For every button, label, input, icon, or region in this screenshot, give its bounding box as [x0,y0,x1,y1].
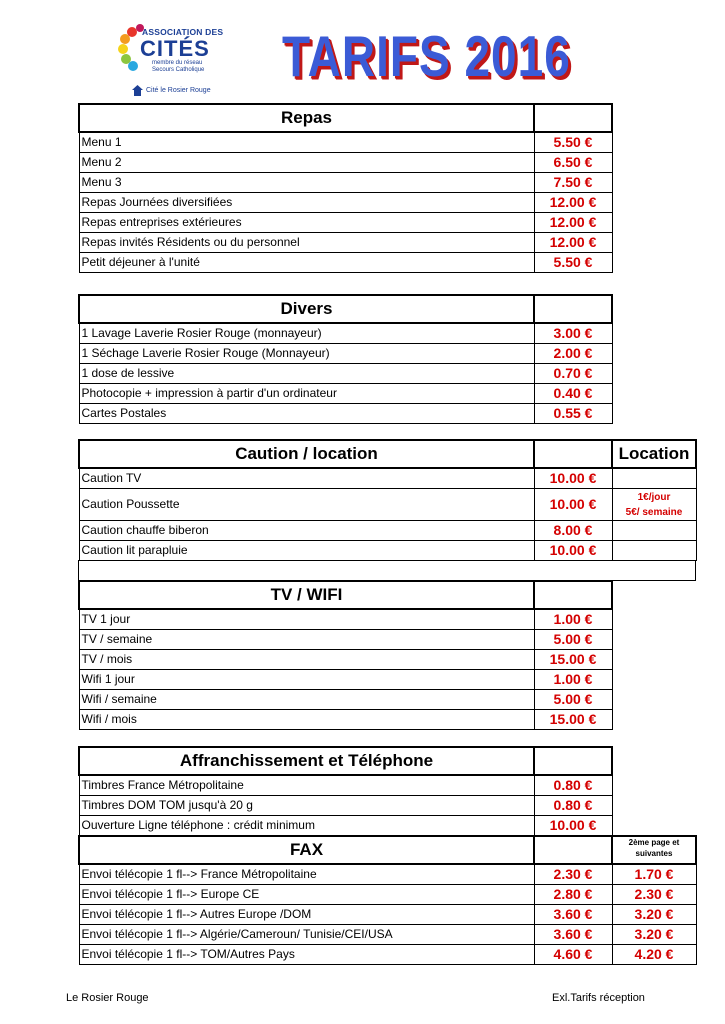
row-price: 5.50 € [534,253,612,273]
row-label: 1 Lavage Laverie Rosier Rouge (monnayeur) [79,323,534,344]
row-price: 3.00 € [534,323,612,344]
row-label: TV / mois [79,650,534,670]
logo-reseau [152,60,204,74]
row-price: 8.00 € [534,521,612,541]
row-label: Menu 1 [79,132,534,153]
row-label: TV 1 jour [79,609,534,630]
row-price: 10.00 € [534,468,612,489]
row-price: 4.60 € [534,945,612,965]
table-row [79,670,612,690]
row-price: 0.70 € [534,364,612,384]
table-row [79,690,612,710]
location-week: 5€/ semaine [625,506,683,518]
row-price: 1.00 € [534,670,612,690]
footer-right: Exl.Tarifs réception [552,992,645,1004]
row-label: Caution TV [79,468,534,489]
row-price: 0.40 € [534,384,612,404]
row-label: Envoi télécopie 1 fl--> TOM/Autres Pays [79,945,534,965]
row-label: Petit déjeuner à l'unité [79,253,534,273]
header-empty [534,295,612,323]
table-row [79,864,696,885]
table-row [79,364,612,384]
row-location [612,521,696,541]
table-header [79,581,612,609]
row-price: 10.00 € [534,541,612,561]
table-row [79,323,612,344]
table-row [79,816,696,837]
table-row [79,173,612,193]
row-price: 6.50 € [534,153,612,173]
table-row [79,233,612,253]
table-row [79,521,696,541]
row-label: Wifi / mois [79,710,534,730]
row-label: Caution Poussette [79,489,534,521]
row-blank [612,816,696,837]
table-row [79,404,612,424]
row-price: 12.00 € [534,193,612,213]
table-row [79,775,696,796]
table-row [79,213,612,233]
row-blank [612,796,696,816]
row-blank [612,775,696,796]
table-row [79,344,612,364]
table-row [79,489,696,521]
row-next-price: 3.20 € [612,905,696,925]
fax-header: FAX [79,836,534,864]
spacer-row [78,560,696,581]
header-empty [534,581,612,609]
table-row [79,650,612,670]
header-empty [534,104,612,132]
header-blank [612,747,696,775]
location-header: Location [612,440,696,468]
header-empty [534,836,612,864]
row-price: 0.55 € [534,404,612,424]
row-label: Envoi télécopie 1 fl--> Europe CE [79,885,534,905]
row-label: Caution chauffe biberon [79,521,534,541]
table-header [79,747,696,775]
row-label: TV / semaine [79,630,534,650]
row-label: Wifi 1 jour [79,670,534,690]
table-row [79,541,696,561]
logo-reseau-line1: membre du réseau [152,60,203,66]
row-label: Envoi télécopie 1 fl--> France Métropolitaine [79,864,534,885]
divers-header: Divers [79,295,534,323]
row-next-price: 3.20 € [612,925,696,945]
row-label: Envoi télécopie 1 fl--> Autres Europe /DOM [79,905,534,925]
row-label: Menu 3 [79,173,534,193]
row-label: Caution lit parapluie [79,541,534,561]
table-row [79,885,696,905]
table-header [79,295,612,323]
row-label: Photocopie + impression à partir d'un ordinateur [79,384,534,404]
row-price: 5.00 € [534,690,612,710]
table-row [79,468,696,489]
repas-table [78,103,613,273]
row-label: Menu 2 [79,153,534,173]
tv-header: TV / WIFI [79,581,534,609]
divers-table [78,294,613,424]
row-price: 15.00 € [534,650,612,670]
logo-association: ASSOCIATION DES [142,27,224,37]
location-day: 1€/jour [637,491,671,503]
row-price: 12.00 € [534,213,612,233]
table-row [79,796,696,816]
row-price: 10.00 € [534,489,612,521]
affranchissement-table [78,746,697,965]
table-row [79,153,612,173]
row-label: Timbres France Métropolitaine [79,775,534,796]
row-price: 5.50 € [534,132,612,153]
row-price: 0.80 € [534,775,612,796]
table-row [79,384,612,404]
row-price: 15.00 € [534,710,612,730]
row-price: 2.80 € [534,885,612,905]
table-header [79,440,696,468]
row-next-price: 2.30 € [612,885,696,905]
house-icon [132,85,143,96]
row-price: 5.00 € [534,630,612,650]
header-empty [534,440,612,468]
row-price: 12.00 € [534,233,612,253]
row-label: Repas invités Résidents ou du personnel [79,233,534,253]
row-location [612,468,696,489]
repas-header: Repas [79,104,534,132]
tv-wifi-table [78,580,613,730]
table-row [79,905,696,925]
row-next-price: 1.70 € [612,864,696,885]
table-row [79,253,612,273]
table-row [79,193,612,213]
table-row [79,925,696,945]
row-price: 3.60 € [534,905,612,925]
row-label: Ouverture Ligne téléphone : crédit minimum [79,816,534,837]
row-price: 2.00 € [534,344,612,364]
table-row [79,945,696,965]
header-empty [534,747,612,775]
row-label: Repas Journées diversifiées [79,193,534,213]
logo-cite-name: Cité le Rosier Rouge [146,87,211,94]
caution-header: Caution / location [79,440,534,468]
table-row [79,630,612,650]
row-price: 1.00 € [534,609,612,630]
row-label: Cartes Postales [79,404,534,424]
row-label: Envoi télécopie 1 fl--> Algérie/Cameroun/ Tunisie/CEI/USA [79,925,534,945]
footer-left: Le Rosier Rouge [66,992,149,1004]
row-next-price: 4.20 € [612,945,696,965]
row-label: Wifi / semaine [79,690,534,710]
row-label: Repas entreprises extérieures [79,213,534,233]
table-header [79,104,612,132]
row-price: 7.50 € [534,173,612,193]
fax-next-pages-header: 2ème page et suivantes [612,836,696,864]
row-label: 1 dose de lessive [79,364,534,384]
row-price: 0.80 € [534,796,612,816]
table-header [79,836,696,864]
logo-reseau-line2: Secours Catholique [152,67,205,73]
row-label: 1 Séchage Laverie Rosier Rouge (Monnayeur) [79,344,534,364]
caution-table [78,439,697,561]
table-row [79,609,612,630]
logo [118,24,223,99]
page-title: TARIFS 2016 [282,23,571,89]
row-location [612,489,696,521]
table-row [79,710,612,730]
table-row [79,132,612,153]
row-price: 10.00 € [534,816,612,837]
row-label: Timbres DOM TOM jusqu'à 20 g [79,796,534,816]
row-location [612,541,696,561]
logo-cites: CITÉS [140,36,210,61]
affr-header: Affranchissement et Téléphone [79,747,534,775]
row-price: 2.30 € [534,864,612,885]
row-price: 3.60 € [534,925,612,945]
